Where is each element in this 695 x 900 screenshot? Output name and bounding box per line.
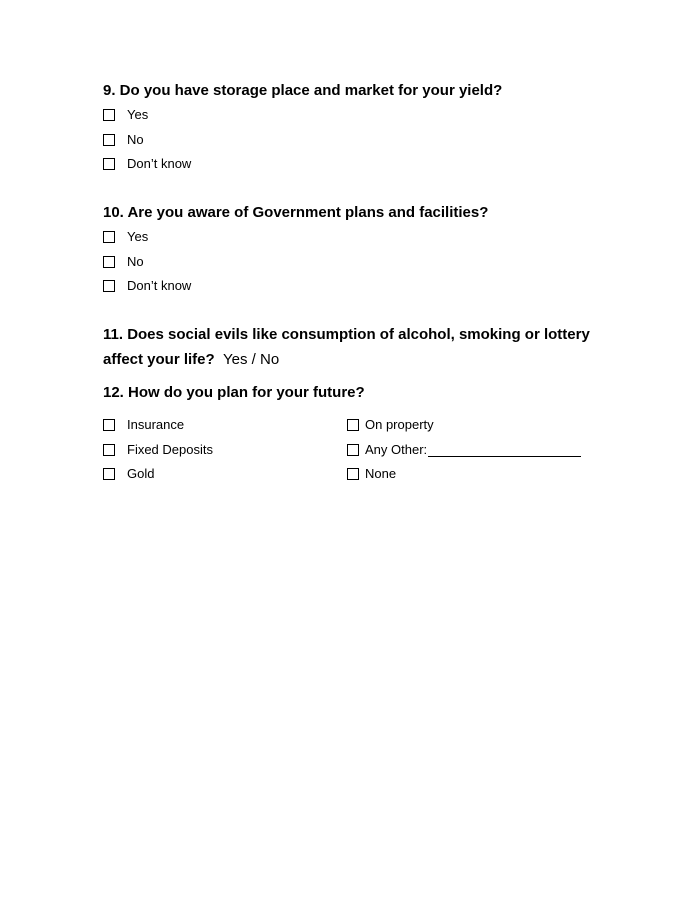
option-label: On property [365, 417, 434, 432]
checkbox[interactable] [103, 134, 115, 146]
checkbox[interactable] [103, 280, 115, 292]
question-11-title-line1: 11. Does social evils like consumption of alcohol, smoking or lottery [103, 326, 590, 343]
checkbox[interactable] [103, 231, 115, 243]
checkbox[interactable] [103, 109, 115, 121]
option-label: None [365, 466, 397, 481]
question-12-title: 12. How do you plan for your future? [103, 384, 365, 401]
checkbox[interactable] [347, 444, 359, 456]
checkbox[interactable] [103, 419, 115, 431]
checkbox[interactable] [347, 419, 359, 431]
question-10-title: 10. Are you aware of Government plans and facilities? [103, 204, 489, 221]
option-label: Any Other: [365, 442, 428, 457]
checkbox[interactable] [103, 158, 115, 170]
question-11-answer-yes-no[interactable]: Yes / No [223, 351, 280, 368]
option-label: Yes [127, 107, 149, 122]
option-label: Gold [127, 466, 155, 481]
option-label: No [127, 132, 144, 147]
option-label: Insurance [127, 417, 185, 432]
question-9-title: 9. Do you have storage place and market for your yield? [103, 82, 503, 99]
checkbox[interactable] [103, 444, 115, 456]
checkbox[interactable] [103, 256, 115, 268]
checkbox[interactable] [347, 468, 359, 480]
option-label: Yes [127, 229, 149, 244]
option-label: No [127, 254, 144, 269]
option-label: Fixed Deposits [127, 442, 213, 457]
question-11-title-text: affect your life? [103, 351, 215, 368]
any-other-fill-in-line[interactable] [428, 456, 581, 457]
checkbox[interactable] [103, 468, 115, 480]
question-11-title-line2 [103, 351, 279, 369]
option-label: Don’t know [127, 278, 192, 293]
option-label: Don’t know [127, 156, 192, 171]
